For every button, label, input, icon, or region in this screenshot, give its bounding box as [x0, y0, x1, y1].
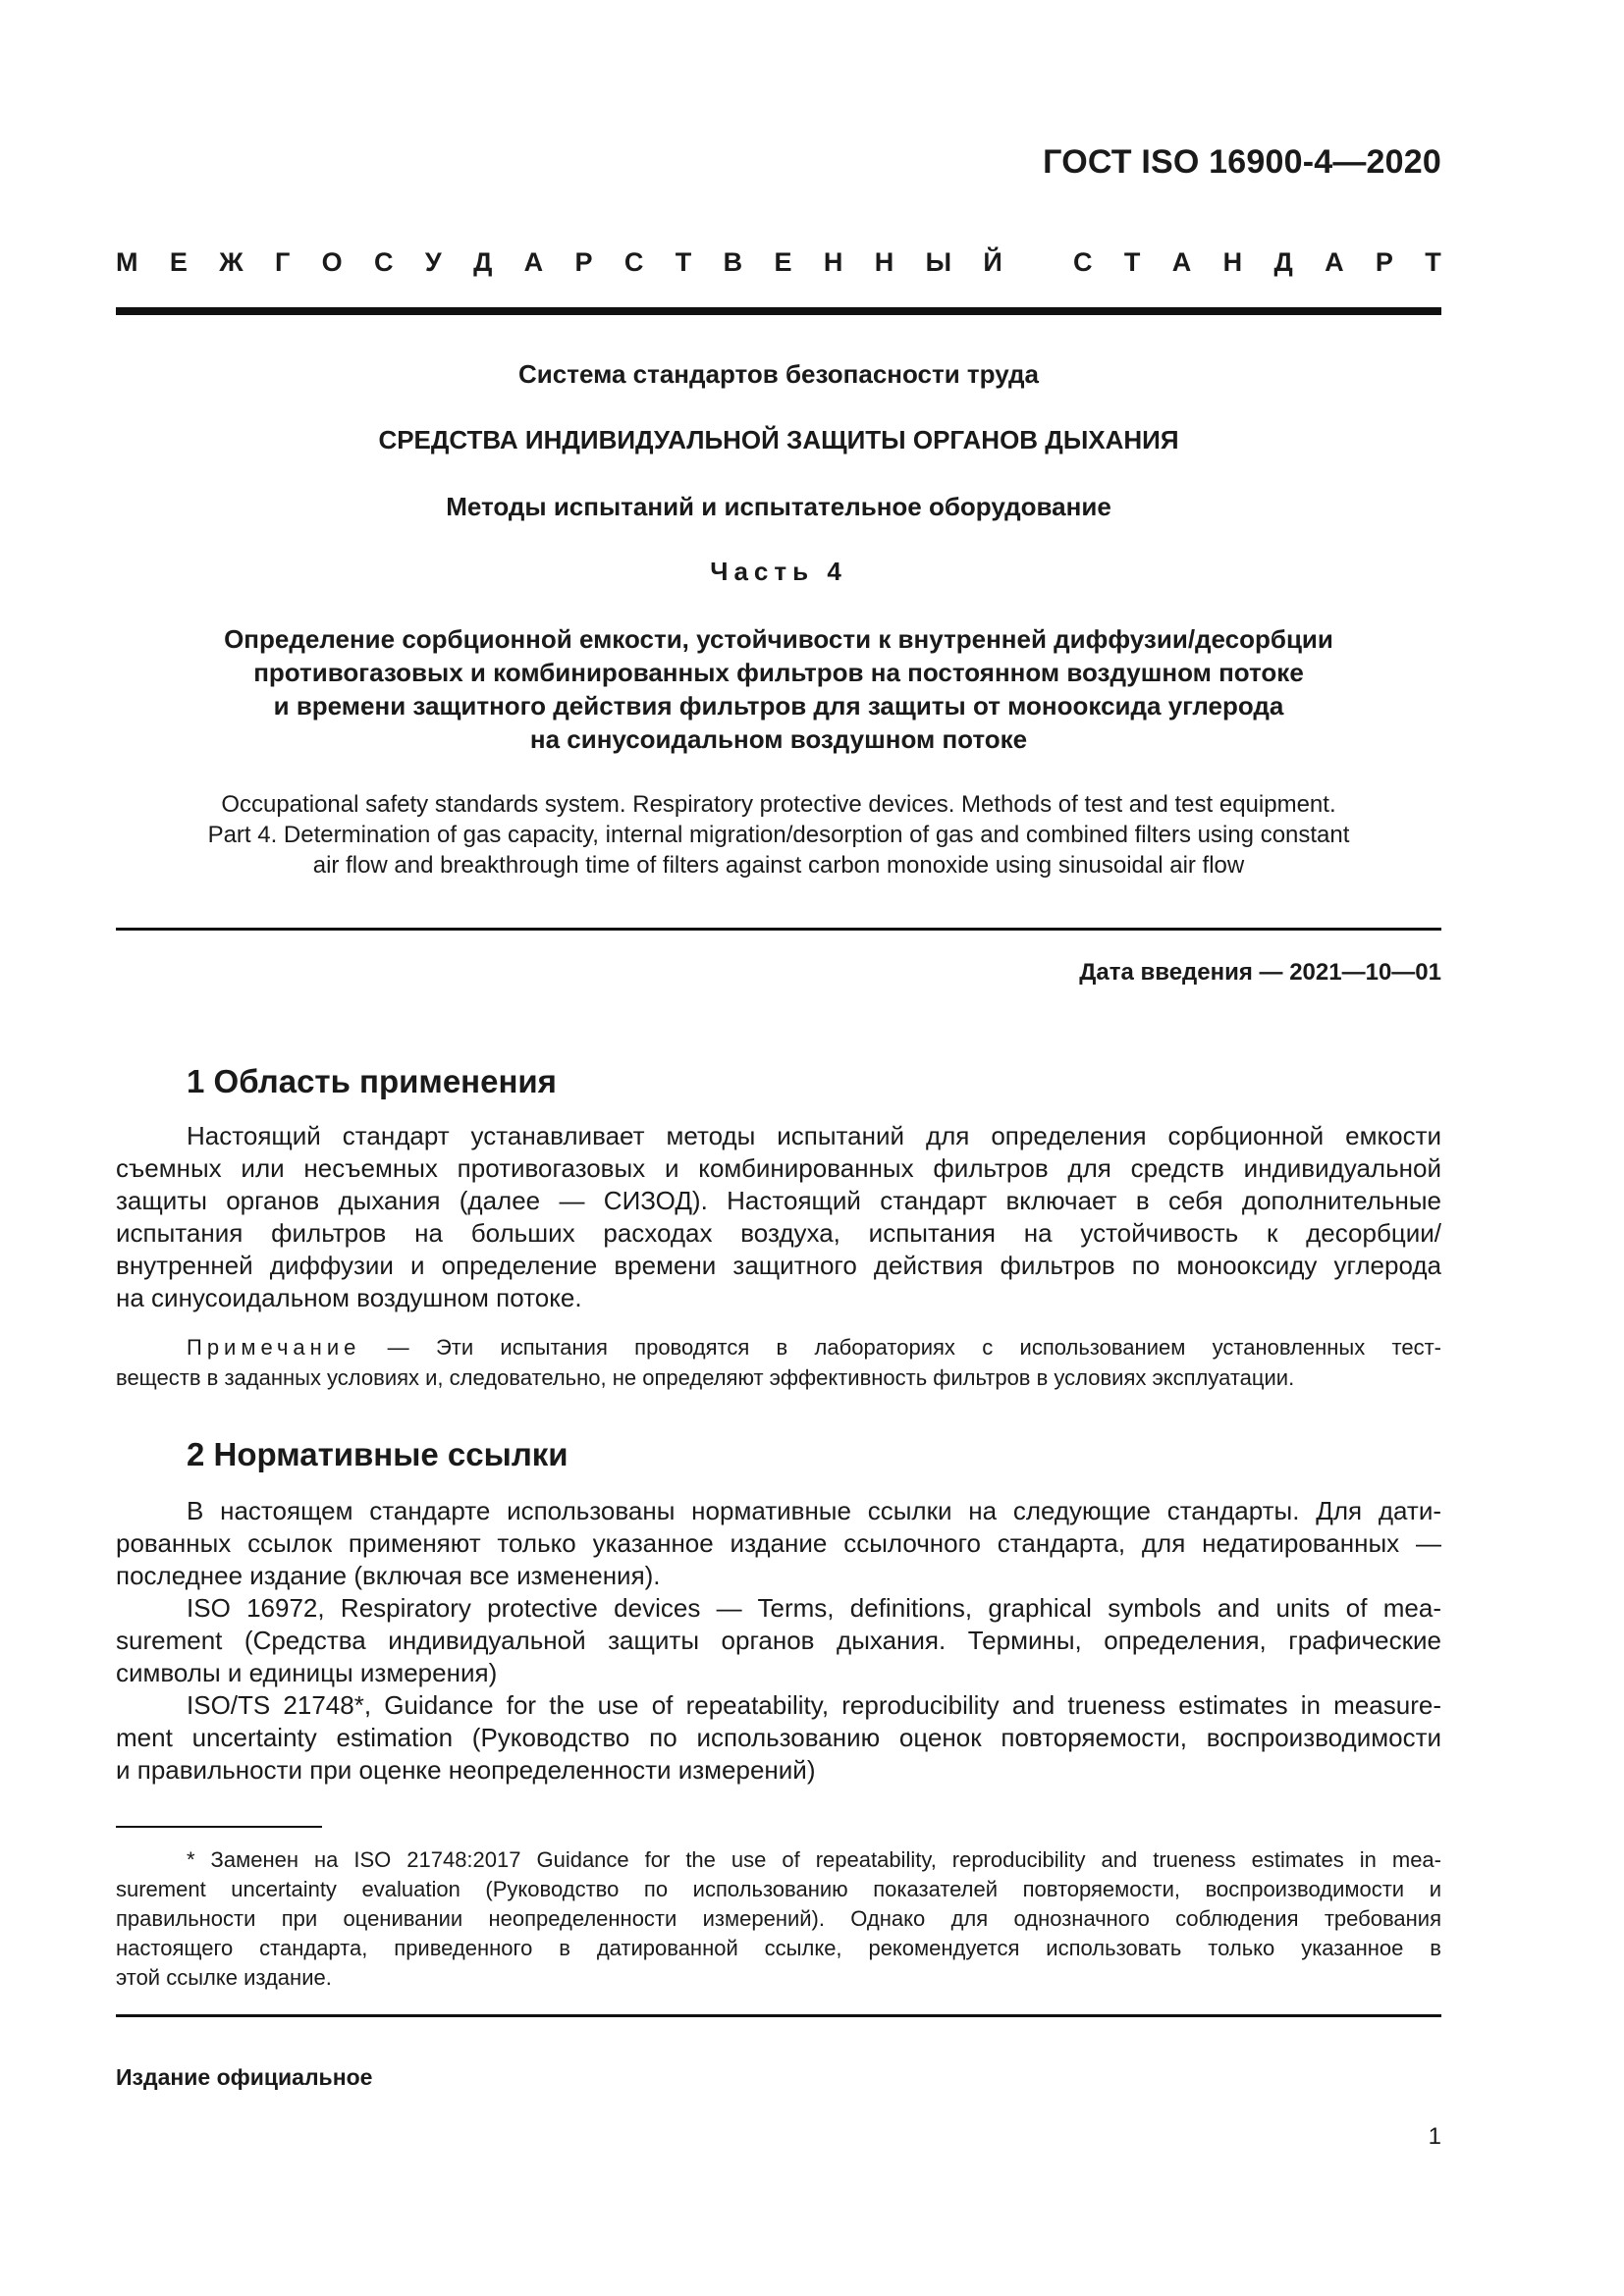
banner-letter: Ы — [925, 247, 952, 277]
part-title: Часть 4 — [710, 557, 847, 586]
banner-letter: Т — [1123, 247, 1141, 277]
document-code: ГОСТ ISO 16900-4—2020 — [1043, 143, 1441, 181]
english-title-line: Occupational safety standards system. Respiratory protective devices. Methods of test and test equipment. — [221, 791, 1336, 818]
paragraph-line: съемных или несъемных противогазовых и комбинированных фильтров для средств индивидуальной — [116, 1153, 1441, 1183]
banner-letter: Д — [1273, 247, 1293, 277]
banner-letter: Н — [1222, 247, 1243, 277]
banner-letter: Д — [473, 247, 493, 277]
banner-letter: Н — [874, 247, 894, 277]
section-2-heading: 2 Нормативные ссылки — [187, 1436, 568, 1472]
banner-letter: Р — [574, 247, 593, 277]
banner-letter: У — [424, 247, 442, 277]
banner-letter: М — [116, 247, 138, 277]
paragraph-line: и правильности при оценке неопределенности измерений) — [116, 1755, 816, 1785]
page-number: 1 — [1428, 2123, 1441, 2150]
footnote-line: surement uncertainty evaluation (Руководство по использованию показателей повторяемости, воспроизводимости и — [116, 1877, 1441, 1901]
section-1-paragraph — [116, 1120, 1441, 1314]
paragraph-line: ISO 16972, Respiratory protective devices — Terms, definitions, graphical symbols and units of mea- — [187, 1593, 1441, 1623]
paragraph-line: ISO/TS 21748*, Guidance for the use of repeatability, reproducibility and trueness estimates in measure- — [187, 1690, 1441, 1720]
paragraph-line: рованных ссылок применяют только указанное издание ссылочного стандарта, для недатированных — — [116, 1528, 1441, 1558]
subtitle-line: противогазовых и комбинированных фильтров на постоянном воздушном потоке — [253, 658, 1304, 687]
paragraph-line: В настоящем стандарте использованы нормативные ссылки на следующие стандарты. Для дати- — [187, 1496, 1441, 1525]
footnote-line: * Заменен на ISO 21748:2017 Guidance for the use of repeatability, reproducibility and trueness estimates in mea- — [187, 1847, 1441, 1872]
standards-series-title: Система стандартов безопасности труда — [518, 359, 1039, 389]
banner-letter: В — [723, 247, 743, 277]
note-label: Примечание — [187, 1335, 361, 1360]
banner-letter: С — [374, 247, 394, 277]
title-rule — [116, 928, 1441, 931]
paragraph-line: последнее издание (включая все изменения). — [116, 1561, 661, 1590]
section-2-intro-paragraph — [116, 1495, 1441, 1592]
banner-letter: Н — [823, 247, 843, 277]
paragraph-line: испытания фильтров на больших расходах воздуха, испытания на устойчивость к десорбции/ — [116, 1218, 1441, 1248]
banner-letter: Р — [1375, 247, 1393, 277]
paragraph-line: символы и единицы измерения) — [116, 1658, 498, 1687]
interstate-standard-banner — [116, 247, 1441, 278]
methods-title: Методы испытаний и испытательное оборудование — [446, 492, 1111, 521]
paragraph-line: ment uncertainty estimation (Руководство по использованию оценок повторяемости, воспроизводимости — [116, 1723, 1441, 1752]
main-title: СРЕДСТВА ИНДИВИДУАЛЬНОЙ ЗАЩИТЫ ОРГАНОВ ДЫХАНИЯ — [378, 425, 1179, 454]
paragraph-line: Настоящий стандарт устанавливает методы испытаний для определения сорбционной емкости — [187, 1121, 1441, 1150]
banner-letter: Е — [774, 247, 792, 277]
subtitle-line: и времени защитного действия фильтров для защиты от монооксида углерода — [273, 691, 1284, 721]
section-1-heading: 1 Область применения — [187, 1063, 557, 1099]
reference-iso-ts-21748 — [116, 1689, 1441, 1787]
footnote-separator — [116, 1826, 322, 1828]
english-title — [116, 789, 1441, 881]
footnote — [116, 1845, 1441, 1993]
subtitle-line: Определение сорбционной емкости, устойчивости к внутренней диффузии/десорбции — [224, 624, 1333, 654]
banner-letter: Т — [1425, 247, 1441, 277]
banner-letter: А — [523, 247, 544, 277]
reference-iso-16972 — [116, 1592, 1441, 1689]
english-title-line: air flow and breakthrough time of filters against carbon monoxide using sinusoidal air flow — [312, 852, 1245, 879]
subtitle-line: на синусоидальном воздушном потоке — [529, 724, 1028, 754]
banner-letter: А — [1325, 247, 1344, 277]
banner-letter — [1034, 247, 1042, 278]
paragraph-line: внутренней диффузии и определение времени защитного действия фильтров по монооксиду углерода — [116, 1251, 1441, 1280]
banner-letter: Ж — [219, 247, 244, 277]
banner-letter: С — [1073, 247, 1093, 277]
english-title-line: Part 4. Determination of gas capacity, internal migration/desorption of gas and combined filters using constant — [207, 822, 1350, 848]
footnote-line: настоящего стандарта, приведенного в датированной ссылке, рекомендуется использовать только указанное в — [116, 1936, 1441, 1960]
banner-letter: С — [623, 247, 644, 277]
banner-letter: Е — [169, 247, 188, 277]
banner-letter: Й — [983, 247, 1002, 277]
paragraph-line: на синусоидальном воздушном потоке. — [116, 1283, 582, 1312]
banner-letter: Т — [675, 247, 692, 277]
footnote-line: этой ссылке издание. — [116, 1965, 332, 1990]
banner-letter: Г — [275, 247, 291, 277]
introduction-date: Дата введения — 2021—10—01 — [1079, 959, 1441, 986]
note-line — [116, 1332, 1441, 1362]
note — [116, 1332, 1441, 1393]
paragraph-line: защиты органов дыхания (далее — СИЗОД). Настоящий стандарт включает в себя дополнительные — [116, 1186, 1441, 1215]
official-edition-label: Издание официальное — [116, 2064, 373, 2090]
banner-letter: О — [321, 247, 343, 277]
part-subtitle — [116, 622, 1441, 756]
paragraph-line: surement (Средства индивидуальной защиты органов дыхания. Термины, определения, графические — [116, 1626, 1441, 1655]
header-rule — [116, 307, 1441, 315]
note-line: веществ в заданных условиях и, следовательно, не определяют эффективность фильтров в условиях эксплуатации. — [116, 1365, 1295, 1390]
note-text: — Эти испытания проводятся в лабораториях с использованием установленных тест- — [360, 1335, 1441, 1360]
footnote-line: правильности при оценивании неопределенности измерений). Однако для однозначного соблюдения требования — [116, 1906, 1441, 1931]
banner-letter: А — [1171, 247, 1192, 277]
footer-rule — [116, 2014, 1441, 2017]
